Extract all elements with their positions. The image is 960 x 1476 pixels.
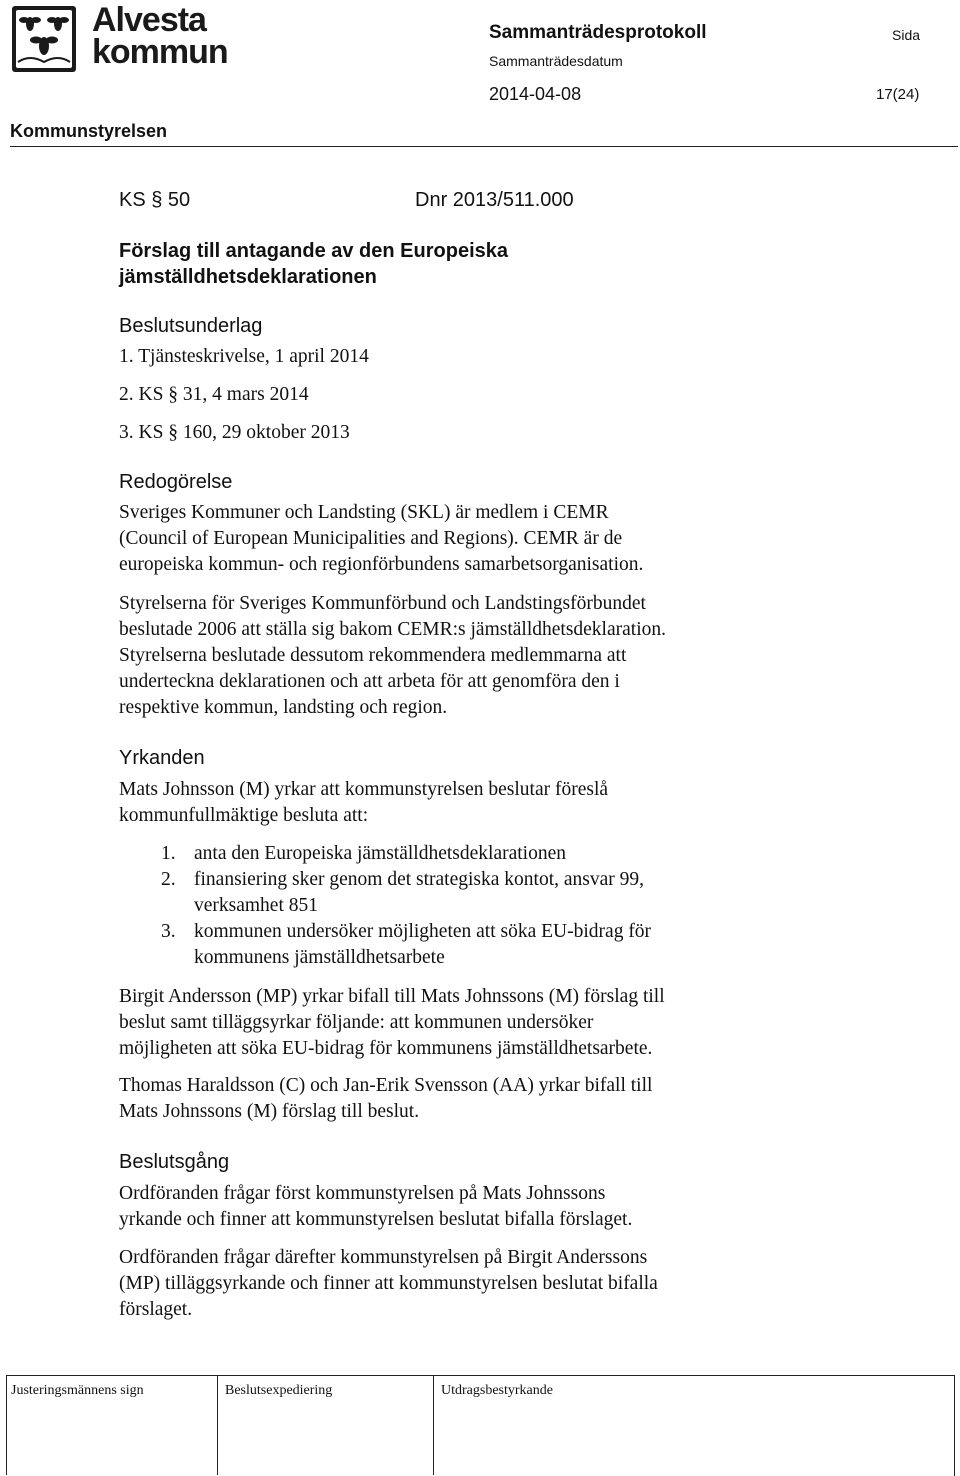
section-heading-beslutsgang: Beslutsgång [119, 1151, 230, 1173]
case-title [119, 238, 508, 290]
footer-label-justering: Justeringsmännens sign [11, 1383, 144, 1398]
text-line: Thomas Haraldsson (C) och Jan-Erik Svensson (AA) yrkar bifall till [119, 1075, 653, 1096]
paragraph [119, 1181, 899, 1233]
footer-label-expediering: Beslutsexpediering [225, 1383, 333, 1398]
list-item-text: kommunens jämställdhetsarbete [194, 947, 445, 968]
text-line: europeiska kommun- och regionförbundens samarbetsorganisation. [119, 554, 644, 575]
footer-cell-utdrag [433, 1375, 434, 1475]
list-item: 1. Tjänsteskrivelse, 1 april 2014 [119, 346, 369, 367]
text-line: Sveriges Kommuner och Landsting (SKL) är medlem i CEMR [119, 502, 609, 523]
section-heading-yrkanden: Yrkanden [119, 747, 205, 769]
meeting-date-value: 2014-04-08 [489, 84, 582, 104]
list-item: 2. KS § 31, 4 mars 2014 [119, 384, 309, 405]
list-item-text: verksamhet 851 [194, 895, 319, 916]
municipal-emblem-icon [10, 4, 78, 74]
paragraph [119, 777, 899, 829]
text-line: (MP) tilläggsyrkande och finner att kommunstyrelsen beslutat bifalla [119, 1273, 658, 1294]
text-line: respektive kommun, landsting och region. [119, 697, 448, 718]
list-item-number: 3. [161, 921, 176, 942]
paragraph [119, 1245, 899, 1323]
paragraph [119, 500, 899, 578]
section-heading-beslutsunderlag: Beslutsunderlag [119, 315, 263, 337]
municipality-logo-text [92, 1, 252, 71]
paragraph [119, 984, 899, 1062]
footer-cell-expediering [217, 1375, 218, 1475]
document-title: Sammanträdesprotokoll [489, 22, 707, 43]
case-dnr: Dnr 2013/511.000 [415, 189, 574, 211]
list-item-text: kommunen undersöker möjligheten att söka EU-bidrag för [194, 921, 652, 942]
logo-line-2: kommun [92, 33, 228, 71]
text-line: Styrelserna beslutade dessutom rekommendera medlemmarna att [119, 645, 627, 666]
text-line: yrkande och finner att kommunstyrelsen beslutat bifalla förslaget. [119, 1209, 633, 1230]
meeting-date-label: Sammanträdesdatum [489, 53, 623, 69]
list-item: 3. KS § 160, 29 oktober 2013 [119, 422, 350, 443]
section-heading-redogorelse: Redogörelse [119, 471, 233, 493]
logo-line-1: Alvesta [92, 1, 206, 39]
paragraph [119, 1073, 899, 1125]
text-line: Styrelserna för Sveriges Kommunförbund och Landstingsförbundet [119, 593, 646, 614]
text-line: kommunfullmäktige besluta att: [119, 805, 369, 826]
case-title-line: jämställdhetsdeklarationen [119, 266, 377, 288]
text-line: Ordföranden frågar först kommunstyrelsen på Mats Johnssons [119, 1183, 606, 1204]
text-line: beslutade 2006 att ställa sig bakom CEMR:s jämställdhetsdeklaration. [119, 619, 666, 640]
text-line: Ordföranden frågar därefter kommunstyrelsen på Birgit Anderssons [119, 1247, 648, 1268]
text-line: möjligheten att söka EU-bidrag för kommunens jämställdhetsarbete. [119, 1038, 653, 1059]
text-line: (Council of European Municipalities and Regions). CEMR är de [119, 528, 623, 549]
text-line: Mats Johnssons (M) förslag till beslut. [119, 1101, 420, 1122]
text-line: förslaget. [119, 1299, 193, 1320]
case-reference: KS § 50 [119, 189, 191, 211]
case-title-line: Förslag till antagande av den Europeiska [119, 240, 508, 262]
paragraph [119, 591, 899, 721]
page-number: 17(24) [876, 86, 920, 103]
list-item-text: anta den Europeiska jämställdhetsdeklarationen [194, 843, 566, 864]
list-item-number: 2. [161, 869, 176, 890]
list-item-text: finansiering sker genom det strategiska kontot, ansvar 99, [194, 869, 645, 890]
footer-cell-justering [6, 1375, 7, 1475]
header-divider [10, 146, 958, 147]
text-line: beslut samt tilläggsyrkar följande: att kommunen undersöker [119, 1012, 594, 1033]
page-label: Sida [892, 27, 921, 43]
footer-label-utdrag: Utdragsbestyrkande [441, 1383, 553, 1398]
text-line: Birgit Andersson (MP) yrkar bifall till Mats Johnssons (M) förslag till [119, 986, 665, 1007]
text-line: Mats Johnsson (M) yrkar att kommunstyrelsen beslutar föreslå [119, 779, 609, 800]
text-line: underteckna deklarationen och att arbeta för att genomföra den i [119, 671, 620, 692]
committee-name: Kommunstyrelsen [10, 121, 168, 141]
list-item-number: 1. [161, 843, 176, 864]
